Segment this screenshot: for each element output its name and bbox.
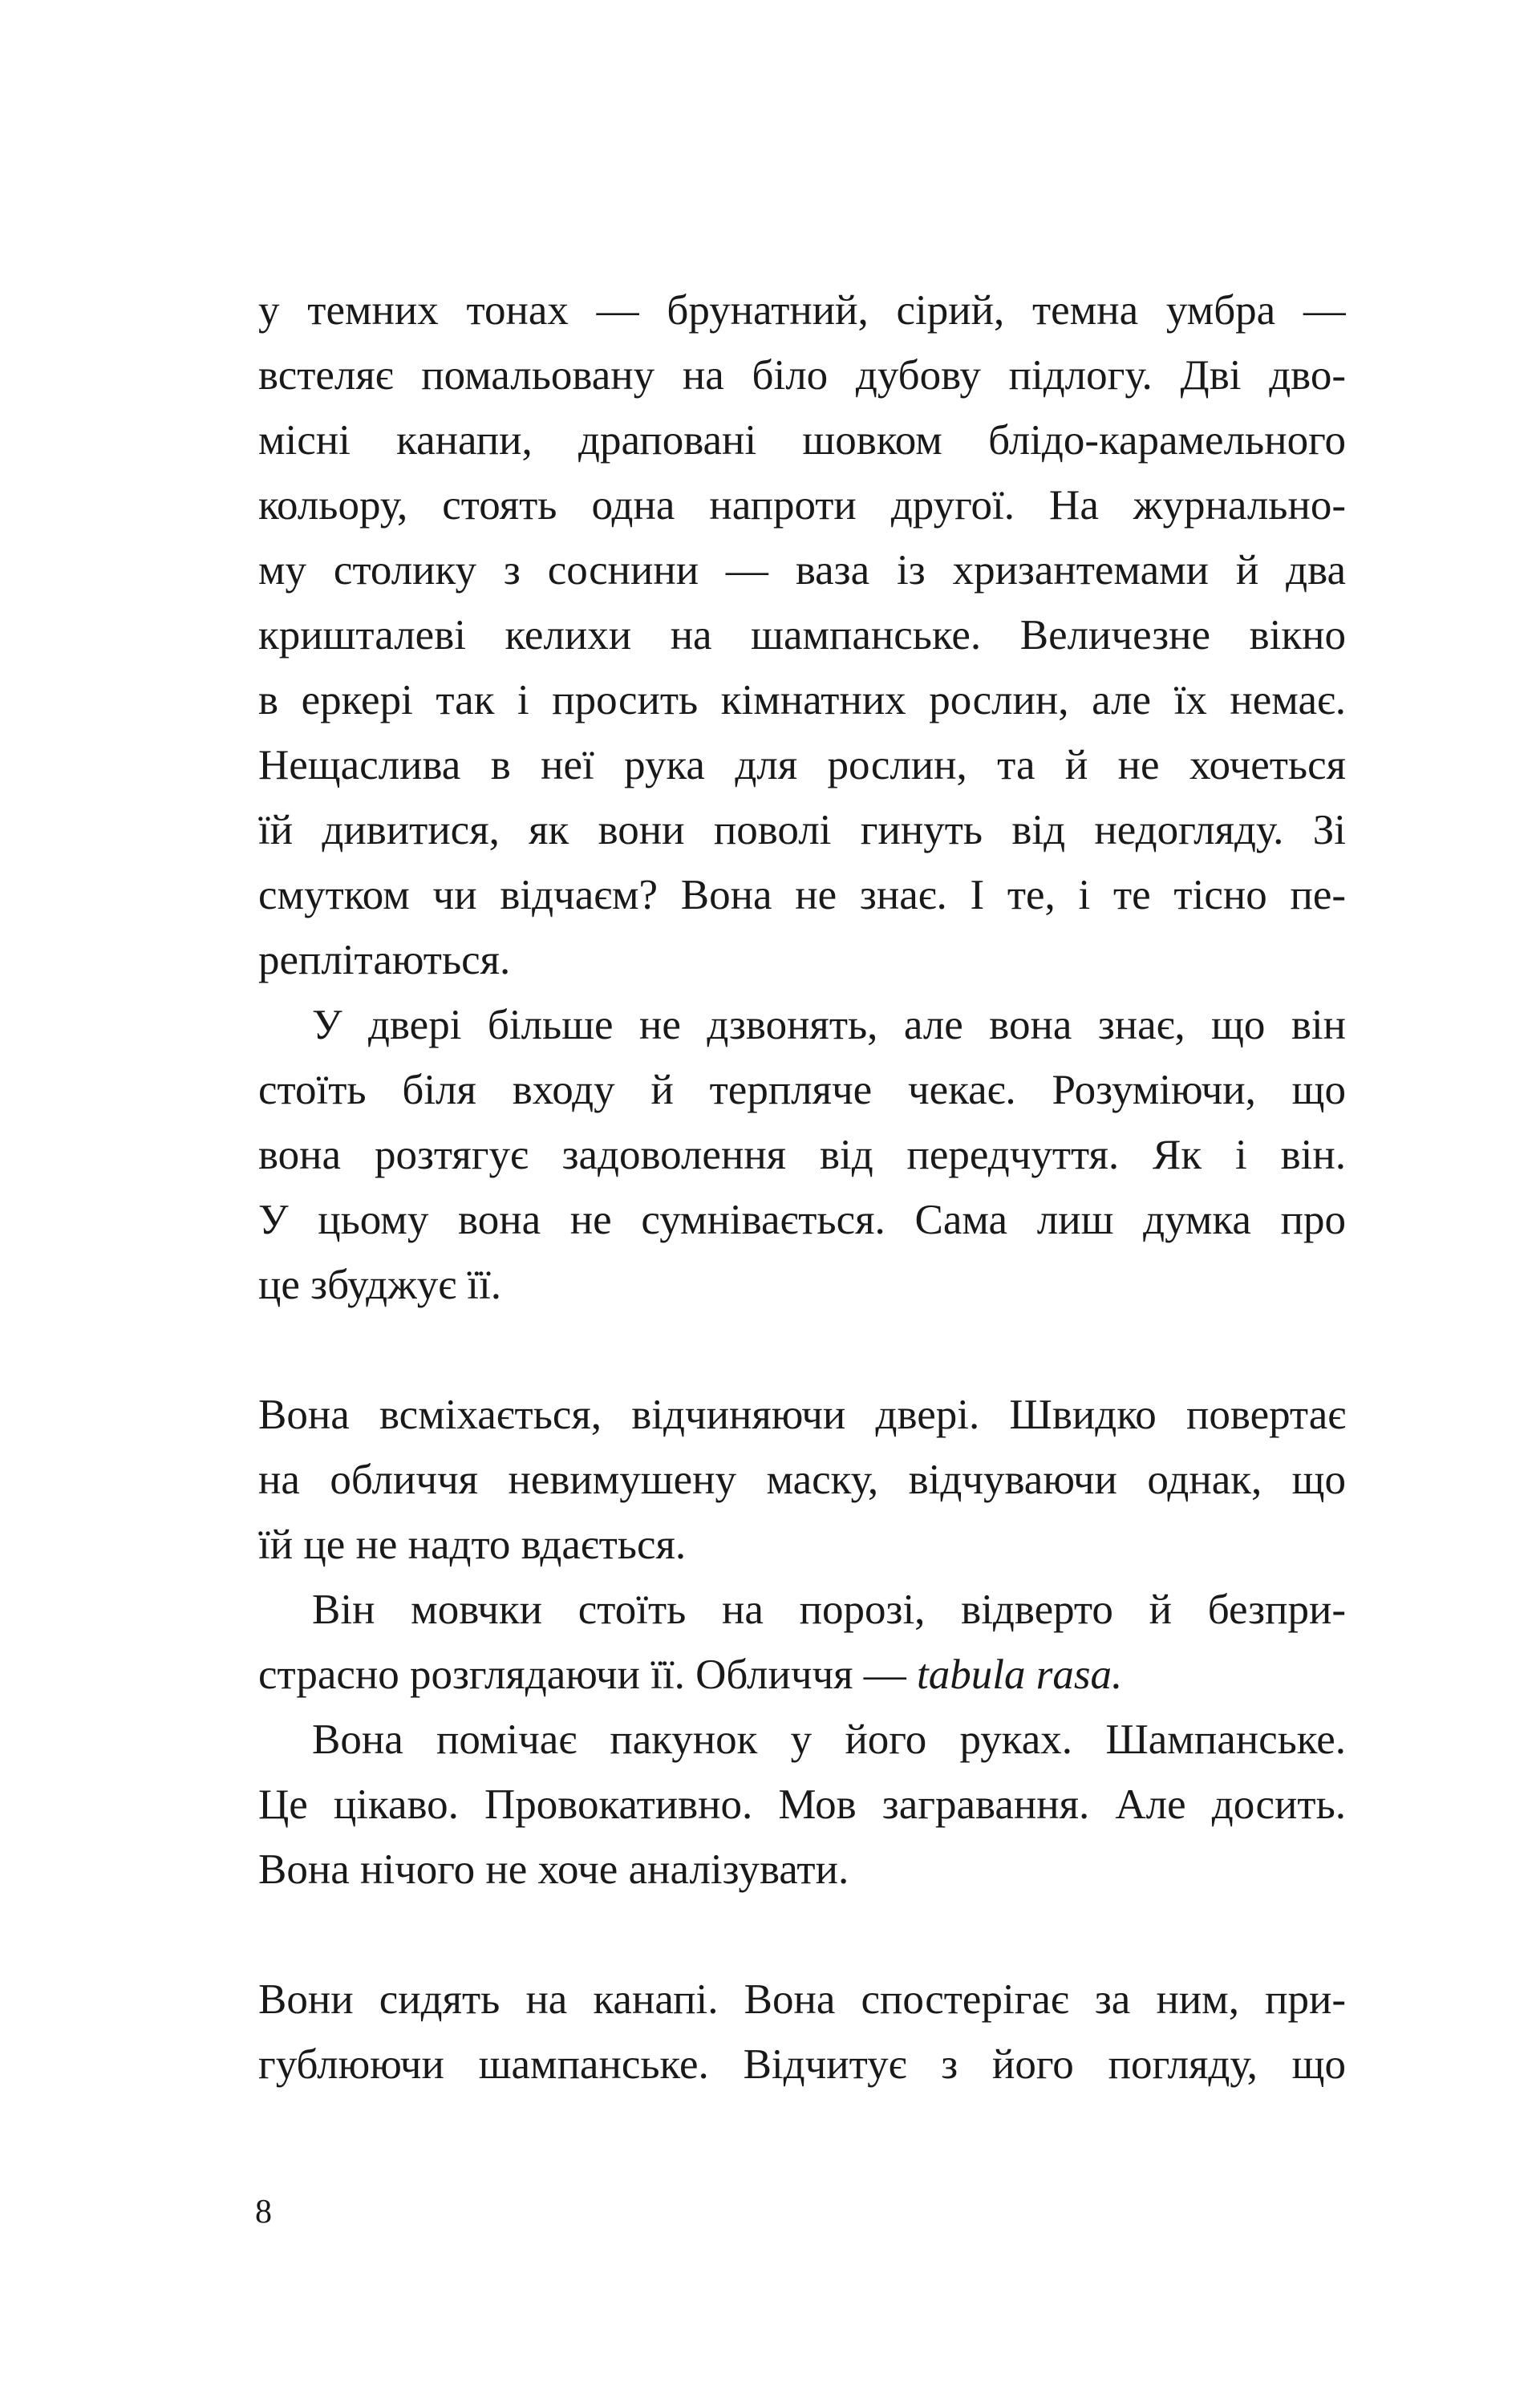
text-line: в еркері так і просить кімнатних рослин, але їх немає.: [258, 677, 1346, 723]
text-line: смутком чи відчаєм? Вона не знає. І те, і те тісно пе-: [258, 872, 1346, 918]
text-line: му столику з соснини — ваза із хризантемами й два: [258, 547, 1346, 594]
text-line: У двері більше не дзвонять, але вона знає, що він: [312, 1002, 1346, 1048]
text-line: Вона нічого не хоче аналізувати.: [258, 1846, 849, 1893]
text-line: Він мовчки стоїть на порозі, відверто й безпри-: [312, 1586, 1346, 1633]
text-line: стоїть біля входу й терпляче чекає. Розуміючи, що: [258, 1067, 1346, 1113]
text-line: встеляє помальовану на біло дубову підлогу. Дві дво-: [258, 352, 1346, 399]
text-line: реплітаються.: [258, 937, 511, 983]
text-line: це збуджує її.: [258, 1262, 501, 1308]
text-line: Нещаслива в неї рука для рослин, та й не хочеться: [258, 742, 1346, 788]
text-line: Вони сидять на канапі. Вона спостерігає за ним, при-: [258, 1976, 1346, 2023]
page-text: [258, 278, 1346, 2097]
text-line: на обличчя невимушену маску, відчуваючи однак, що: [258, 1457, 1346, 1503]
text-line: вона розтягує задоволення від передчуття. Як і він.: [258, 1132, 1346, 1178]
text-line: їй це не надто вдається.: [258, 1522, 687, 1568]
regular-text: страсно розглядаючи її. Обличчя —: [258, 1651, 918, 1698]
text-line: кришталеві келихи на шампанське. Величезне вікно: [258, 612, 1346, 658]
text-line: Вона всміхається, відчиняючи двері. Швидко повертає: [258, 1392, 1346, 1438]
text-line: місні канапи, драповані шовком блідо-карамельного: [258, 417, 1346, 464]
text-line: їй дивитися, як вони поволі гинуть від недогляду. Зі: [258, 807, 1346, 853]
text-line: гублюючи шампанське. Відчитує з його погляду, що: [258, 2041, 1346, 2088]
italic-text: tabula rasa.: [917, 1651, 1123, 1698]
text-line: у темних тонах — брунатний, сірий, темна умбра —: [258, 287, 1346, 334]
text-line: [258, 1643, 1346, 1708]
text-line: У цьому вона не сумнівається. Сама лиш думка про: [258, 1197, 1346, 1243]
text-line: кольору, стоять одна напроти другої. На журнально-: [258, 482, 1346, 529]
page-number: 8: [255, 2194, 272, 2231]
text-line: Вона помічає пакунок у його руках. Шампанське.: [312, 1716, 1346, 1763]
text-line: Це цікаво. Провокативно. Мов загравання. Але досить.: [258, 1781, 1346, 1828]
